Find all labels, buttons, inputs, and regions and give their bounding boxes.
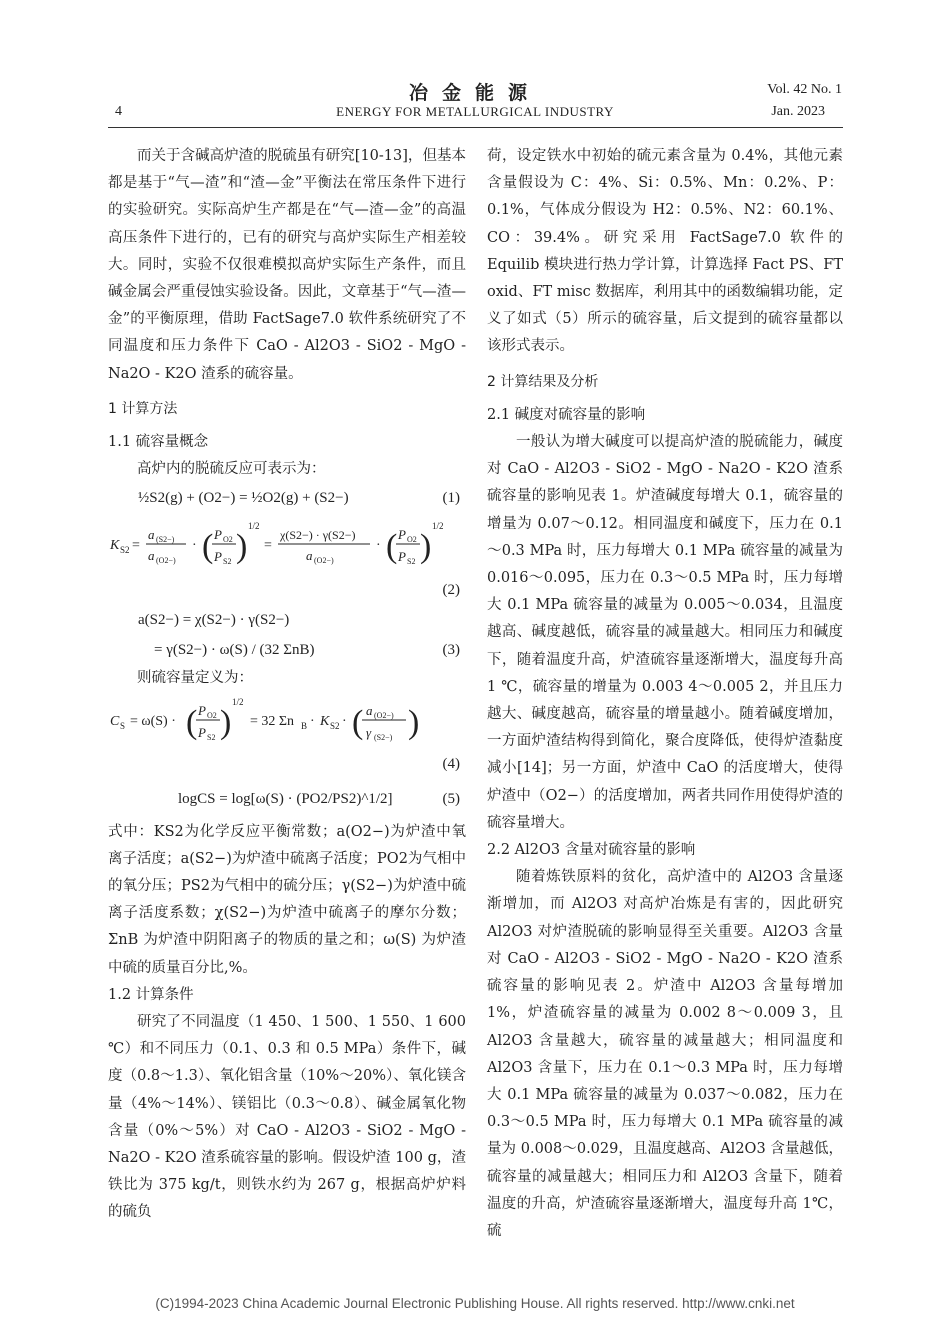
- svg-text:·: ·: [342, 713, 347, 729]
- equation-number: (5): [442, 790, 460, 807]
- svg-text:(O2−): (O2−): [374, 710, 394, 720]
- svg-text:= 32 Σn: = 32 Σn: [250, 713, 295, 729]
- equation-number: (3): [442, 642, 460, 659]
- svg-text:P: P: [198, 702, 206, 718]
- equation-4-figure: [108, 693, 466, 749]
- svg-text:γ: γ: [366, 724, 372, 740]
- svg-text:O2: O2: [407, 535, 417, 545]
- svg-text:1/2: 1/2: [248, 521, 260, 532]
- equation-3a: [138, 605, 466, 635]
- svg-text:(S2−): (S2−): [374, 732, 393, 742]
- equation-text: a(S2−) = χ(S2−) · γ(S2−): [138, 612, 290, 629]
- equation-3b: [154, 635, 466, 665]
- equation-5: [178, 779, 466, 819]
- svg-text:K: K: [320, 713, 330, 729]
- paragraph: 研究了不同温度（1 450、1 500、1 550、1 600 ℃）和不同压力（0.1、0.3 和 0.5 MPa）条件下，碱度（0.8～1.3）、氧化铝含量（10%～20%）、氧化镁含量（4%～14%）、镁铝比（0.3～0.8）、碱金属氧化物含量（0%～5%）对 CaO - Al2O3 - SiO2 - MgO - Na2O - K2O 渣系硫容量的影响。假设炉渣 100 g，渣铁比为 375 kg/t，则铁水约为 267 g，根据高炉炉料的硫负: [108, 1014, 466, 1221]
- svg-text:S: S: [120, 720, 126, 731]
- equation-number: (4): [442, 755, 460, 772]
- symbol-definitions: 式中：KS2为化学反应平衡常数；a(O2−)为炉渣中氧离子活度；a(S2−)为炉渣中硫离子活度；PO2为气相中的氧分压；PS2为气相中的硫分压；γ(S2−)为炉渣中硫离子活度系数；χ(S2−)为炉渣中硫离子的摩尔分数；ΣnB 为炉渣中阴阳离子的物质的量之和；ω(S) 为炉渣中硫的质量百分比,%。: [108, 823, 466, 976]
- svg-text:a: a: [148, 548, 155, 564]
- svg-text:a: a: [306, 548, 313, 564]
- equation-2-number-row: [108, 575, 466, 605]
- svg-text:a: a: [366, 702, 373, 718]
- paragraph: 高炉内的脱硫反应可表示为：: [137, 461, 326, 478]
- svg-text:P: P: [214, 527, 222, 543]
- subsection-heading: 2.2 Al2O3 含量对硫容量的影响: [487, 842, 696, 859]
- svg-text:(: (: [386, 528, 398, 566]
- svg-text:(O2−): (O2−): [314, 556, 334, 566]
- right-column: [487, 143, 843, 1245]
- issue-date: Jan. 2023: [771, 104, 825, 119]
- paragraph: 随着炼铁原料的贫化，高炉渣中的 Al2O3 含量逐渐增加，而 Al2O3 对高炉冶炼是有害的，因此研究 Al2O3 对炉渣脱硫的影响显得至关重要。Al2O3 含量对 CaO - Al2O3 - SiO2 - MgO - Na2O - K2O 渣系硫容量的影响见表 2。炉渣中 Al2O3 含量每增加 1%，炉渣硫容量的减量为 0.002 8～0.009 3，且 Al2O3 含量越大，硫容量的减量越大；相同温度和 Al2O3 含量下，压力在 0.1～0.3 MPa 时，压力每增大 0.1 MPa 硫容量的减量为 0.037～0.082，压力在 0.3～0.5 MPa 时，压力每增大 0.1 MPa 硫容量的减量为 0.008～0.029，且温度越高、Al2O3 含量越低，硫容量的减量越大；相同压力和 Al2O3 含量下，随着温度的升高，炉渣硫容量逐渐增大，温度每升高 1℃，硫: [487, 869, 843, 1239]
- svg-text:(O2−): (O2−): [156, 556, 176, 566]
- svg-text:P: P: [198, 724, 206, 740]
- equation-number: (1): [442, 490, 460, 507]
- svg-text:O2: O2: [207, 710, 217, 720]
- volume-issue: Vol. 42 No. 1: [767, 82, 842, 97]
- section-heading: 1 计算方法: [108, 400, 178, 417]
- svg-text:P: P: [398, 549, 406, 565]
- svg-text:χ(S2−) · γ(S2−): χ(S2−) · γ(S2−): [280, 528, 356, 543]
- equation-1: [138, 483, 466, 513]
- svg-text:·: ·: [376, 538, 381, 554]
- svg-text:(S2−): (S2−): [156, 535, 175, 545]
- subsection-heading: 2.1 碱度对硫容量的影响: [487, 406, 646, 423]
- svg-text:): ): [420, 528, 432, 566]
- svg-text:1/2: 1/2: [232, 696, 244, 707]
- svg-text:(: (: [352, 703, 364, 741]
- svg-text:S2: S2: [223, 557, 232, 567]
- equation-text: ½S2(g) + (O2−) = ½O2(g) + (S2−): [138, 490, 349, 507]
- svg-text:(: (: [202, 528, 214, 566]
- svg-text:·: ·: [310, 713, 315, 729]
- svg-text:P: P: [214, 549, 222, 565]
- svg-text:S2: S2: [407, 557, 416, 567]
- svg-text:S2: S2: [207, 732, 216, 742]
- subsection-heading: 1.2 计算条件: [108, 986, 194, 1003]
- paragraph: 荷，设定铁水中初始的硫元素含量为 0.4%，其他元素含量假设为 C：4%、Si：0.5%、Mn：0.2%、P：0.1%，气体成分假设为 H2：0.5%、N2：60.1%、CO：39.4%。研究采用 FactSage7.0 软件的 Equilib 模块进行热力学计算，计算选择 Fact PS、FT oxid、FT misc 数据库，利用其中的函数编辑功能，定义了如式（5）所示的硫容量，后文提到的硫容量都以该形式表示。: [487, 148, 843, 355]
- equation-2-figure: [108, 513, 466, 575]
- equation-4-number-row: [108, 749, 466, 779]
- journal-title-en: ENERGY FOR METALLURGICAL INDUSTRY: [336, 104, 614, 119]
- intro-paragraph: 而关于含碱高炉渣的脱硫虽有研究[10-13]，但基本都是基于“气—渣”和“渣—金”平衡法在常压条件下进行的实验研究。实际高炉生产都是在“气—渣—金”的高温高压条件下进行的，已有的研究与高炉实际生产相差较大。同时，实验不仅很难模拟高炉实际生产条件，而且碱金属会严重侵蚀实验设备。因此，文章基于“气—渣—金”的平衡原理，借助 FactSage7.0 软件系统研究了不同温度和压力条件下 CaO - Al2O3 - SiO2 - MgO - Na2O - K2O 渣系的硫容量。: [108, 148, 466, 382]
- svg-text:): ): [220, 703, 232, 741]
- header-rule: [108, 127, 843, 128]
- svg-text:K: K: [110, 538, 120, 554]
- journal-title-cn: 冶金能源: [408, 82, 541, 104]
- svg-text:S2: S2: [330, 720, 340, 731]
- svg-text:=: =: [264, 538, 272, 554]
- page-number: 4: [115, 104, 122, 119]
- left-column: [108, 143, 466, 1227]
- paragraph: 则硫容量定义为：: [137, 670, 253, 687]
- svg-text:P: P: [398, 527, 406, 543]
- svg-text:=: =: [132, 538, 140, 554]
- copyright-footer: (C)1994-2023 China Academic Journal Electronic Publishing House. All rights reserved. http://www.cnki.net: [155, 1296, 795, 1311]
- equation-text: = γ(S2−) · ω(S) / (32 ΣnB): [154, 642, 315, 659]
- svg-text:= ω(S) ·: = ω(S) ·: [130, 713, 176, 729]
- svg-text:1/2: 1/2: [432, 521, 444, 532]
- svg-text:·: ·: [192, 538, 197, 554]
- svg-text:O2: O2: [223, 535, 233, 545]
- svg-text:C: C: [110, 713, 120, 729]
- section-heading: 2 计算结果及分析: [487, 373, 599, 390]
- svg-text:(: (: [186, 703, 198, 741]
- subsection-heading: 1.1 硫容量概念: [108, 434, 209, 451]
- equation-4: [108, 693, 466, 749]
- svg-text:B: B: [301, 720, 308, 731]
- svg-text:S2: S2: [120, 545, 130, 556]
- equation-2: [108, 513, 466, 575]
- equation-number: (2): [442, 582, 460, 599]
- svg-text:): ): [236, 528, 248, 566]
- paragraph: 一般认为增大碱度可以提高炉渣的脱硫能力，碱度对 CaO - Al2O3 - SiO2 - MgO - Na2O - K2O 渣系硫容量的影响见表 1。炉渣碱度每增大 0.1，硫容量的增量为 0.07～0.12。相同温度和碱度下，压力在 0.1～0.3 MPa 时，压力每增大 0.1 MPa 硫容量的减量为 0.016～0.095，压力在 0.3～0.5 MPa 时，压力每增大 0.1 MPa 硫容量的减量为 0.005～0.034，且温度越高、碱度越低，硫容量的减量越大。相同压力和碱度下，随着温度升高，炉渣硫容量逐渐增大，温度每升高 1 ℃，硫容量的增量为 0.003 4～0.005 2，并且压力越大、碱度越高，硫容量的增量越小。随着碱度增加，一方面炉渣结构得到简化，聚合度降低，使得炉渣黏度减小[14]；另一方面，炉渣中 CaO 的活度增大，使得炉渣中（O2−）的活度增加，两者共同作用使得炉渣的硫容量增大。: [487, 434, 843, 831]
- equation-text: logCS = log[ω(S) · (PO2/PS2)^1/2]: [178, 790, 393, 807]
- svg-text:a: a: [148, 527, 155, 543]
- svg-text:): ): [408, 703, 420, 741]
